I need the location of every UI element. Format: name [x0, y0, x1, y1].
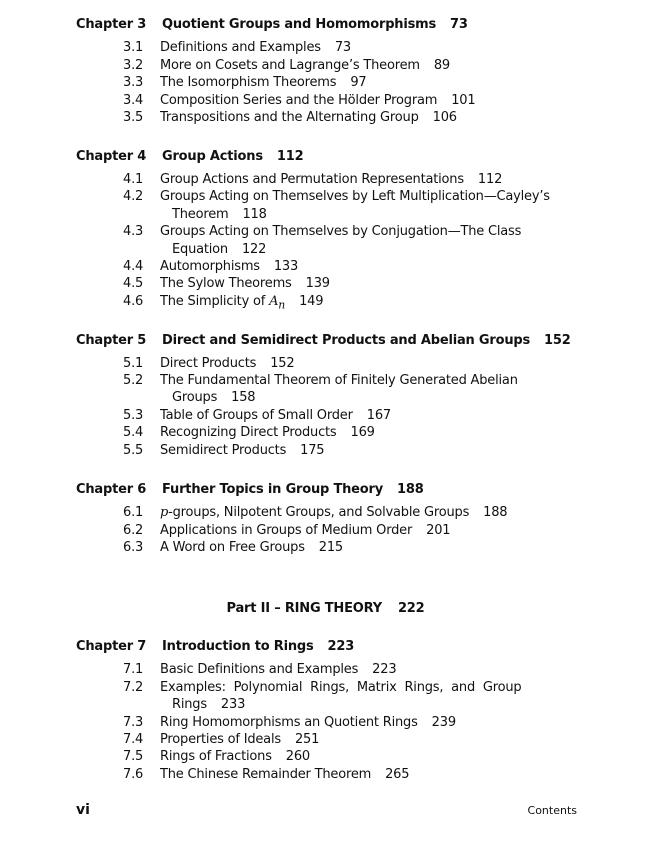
section-page: 175 — [300, 443, 325, 458]
toc-entry-continuation — [172, 206, 267, 224]
section-title: Automorphisms — [160, 259, 260, 274]
section-number: 3.5 — [123, 110, 144, 125]
toc-entry — [123, 407, 391, 425]
section-title: A Word on Free Groups — [160, 540, 305, 555]
running-head: Contents — [527, 804, 577, 817]
section-page: 223 — [372, 662, 397, 677]
toc-entry — [123, 275, 330, 293]
section-page: 251 — [294, 732, 320, 747]
toc-entry — [123, 92, 475, 110]
section-number: 4.5 — [123, 276, 144, 291]
section-title: The Sylow Theorems — [160, 276, 292, 291]
part-label: Part II – RING THEORY — [226, 601, 382, 616]
section-number: 6.1 — [123, 505, 144, 520]
toc-entry — [123, 679, 521, 697]
section-number: 5.4 — [123, 425, 144, 440]
toc-entry — [123, 731, 319, 749]
chapter-label: Chapter 7 — [76, 639, 147, 654]
toc-entry — [123, 442, 324, 460]
toc-entry — [123, 372, 518, 390]
chapter-label: Chapter 4 — [76, 149, 147, 164]
math-subscript: n — [278, 298, 286, 312]
section-number: 5.3 — [123, 408, 144, 423]
section-title: -groups, Nilpotent Groups, and Solvable Groups — [168, 505, 470, 520]
section-page: 139 — [305, 276, 330, 291]
section-page: 133 — [273, 259, 299, 274]
chapter-label: Chapter 3 — [76, 17, 147, 32]
section-page: 101 — [451, 93, 476, 108]
section-title: Rings of Fractions — [160, 749, 272, 764]
section-number: 3.2 — [123, 58, 144, 73]
toc-entry — [123, 188, 550, 206]
section-number: 7.5 — [123, 749, 144, 764]
section-title: Direct Products — [160, 356, 257, 371]
chapter-title: Quotient Groups and Homomorphisms — [162, 17, 437, 32]
chapter-title: Further Topics in Group Theory — [162, 482, 384, 497]
toc-entry — [123, 424, 375, 442]
section-title: Basic Definitions and Examples — [160, 662, 359, 677]
chapter-7-heading — [76, 638, 354, 656]
section-page: 73 — [334, 40, 351, 55]
chapter-page: 73 — [450, 17, 468, 32]
section-number: 3.3 — [123, 75, 144, 90]
section-title: Groups Acting on Themselves by Conjugation—The Class — [160, 224, 522, 239]
toc-entry — [123, 661, 396, 679]
section-title: Composition Series and the Hölder Program — [160, 93, 438, 108]
section-page: 233 — [220, 697, 246, 712]
section-page: 89 — [433, 58, 450, 73]
section-title-cont: Rings — [172, 697, 207, 712]
section-page: 118 — [242, 207, 267, 222]
chapter-5-heading — [76, 332, 571, 350]
section-title: Definitions and Examples — [160, 40, 321, 55]
section-page: 149 — [299, 294, 324, 309]
toc-entry — [123, 39, 351, 57]
toc-entry — [123, 748, 310, 766]
toc-entry — [123, 258, 298, 276]
section-title: Properties of Ideals — [160, 732, 281, 747]
section-title: Examples: Polynomial Rings, Matrix Rings, and Group — [160, 680, 522, 695]
toc-entry — [123, 57, 450, 75]
toc-entry — [123, 766, 409, 784]
section-number: 5.1 — [123, 356, 144, 371]
toc-entry — [123, 109, 457, 127]
section-page: 122 — [241, 242, 267, 257]
section-number: 5.5 — [123, 443, 144, 458]
toc-entry — [123, 293, 323, 315]
section-number: 4.6 — [123, 294, 144, 309]
toc-entry-continuation — [172, 241, 266, 259]
section-page: 97 — [350, 75, 367, 90]
math-symbol: p — [160, 505, 169, 520]
section-title-cont: Groups — [172, 390, 218, 405]
section-page: 260 — [285, 749, 310, 764]
section-title: More on Cosets and Lagrange’s Theorem — [160, 58, 420, 73]
section-page: 215 — [318, 540, 343, 555]
section-number: 6.2 — [123, 523, 144, 538]
part-page: 222 — [397, 601, 425, 616]
chapter-4-heading — [76, 148, 303, 166]
section-page: 106 — [432, 110, 457, 125]
section-number: 3.1 — [123, 40, 144, 55]
chapter-page: 152 — [544, 333, 571, 348]
chapter-page: 112 — [276, 149, 304, 164]
section-title: The Simplicity of — [160, 294, 266, 309]
chapter-title: Direct and Semidirect Products and Abelian Groups — [162, 333, 531, 348]
section-title: Semidirect Products — [160, 443, 287, 458]
section-title: Recognizing Direct Products — [160, 425, 337, 440]
section-title: Group Actions and Permutation Representations — [160, 172, 464, 187]
section-number: 5.2 — [123, 373, 144, 388]
section-page: 158 — [231, 390, 256, 405]
section-number: 4.4 — [123, 259, 144, 274]
toc-entry — [123, 74, 367, 92]
section-number: 7.4 — [123, 732, 144, 747]
section-number: 4.3 — [123, 224, 144, 239]
toc-entry — [123, 171, 502, 189]
section-page: 265 — [385, 767, 410, 782]
section-title: Applications in Groups of Medium Order — [160, 523, 413, 538]
chapter-page: 188 — [397, 482, 424, 497]
section-page: 201 — [426, 523, 451, 538]
part-heading — [0, 600, 651, 618]
chapter-6-heading — [76, 481, 424, 499]
toc-entry — [123, 504, 507, 522]
section-number: 6.3 — [123, 540, 144, 555]
section-number: 7.6 — [123, 767, 144, 782]
section-page: 167 — [366, 408, 391, 423]
chapter-title: Group Actions — [162, 149, 263, 164]
section-page: 188 — [483, 505, 508, 520]
section-page: 169 — [350, 425, 375, 440]
section-title: Ring Homomorphisms an Quotient Rings — [160, 715, 418, 730]
toc-entry-continuation — [172, 389, 255, 407]
chapter-title: Introduction to Rings — [162, 639, 314, 654]
section-title: The Chinese Remainder Theorem — [160, 767, 372, 782]
toc-entry — [123, 223, 521, 241]
toc-entry — [123, 714, 456, 732]
section-number: 7.1 — [123, 662, 144, 677]
chapter-3-heading — [76, 16, 468, 34]
page-folio: vi — [76, 802, 90, 818]
toc-entry — [123, 355, 294, 373]
section-number: 7.3 — [123, 715, 144, 730]
section-title-cont: Equation — [172, 242, 228, 257]
toc-entry — [123, 522, 450, 540]
toc-entry — [123, 539, 343, 557]
section-number: 4.1 — [123, 172, 144, 187]
math-symbol: A — [269, 294, 279, 309]
section-number: 7.2 — [123, 680, 144, 695]
section-number: 3.4 — [123, 93, 144, 108]
chapter-label: Chapter 6 — [76, 482, 147, 497]
section-title: The Isomorphism Theorems — [160, 75, 337, 90]
section-title: Table of Groups of Small Order — [160, 408, 353, 423]
section-title: The Fundamental Theorem of Finitely Generated Abelian — [160, 373, 518, 388]
section-title: Groups Acting on Themselves by Left Multiplication—Cayley’s — [160, 189, 550, 204]
section-page: 152 — [270, 356, 295, 371]
section-page: 112 — [477, 172, 503, 187]
chapter-page: 223 — [327, 639, 355, 654]
chapter-label: Chapter 5 — [76, 333, 147, 348]
section-number: 4.2 — [123, 189, 144, 204]
section-page: 239 — [431, 715, 456, 730]
section-title: Transpositions and the Alternating Group — [160, 110, 419, 125]
section-title-cont: Theorem — [172, 207, 229, 222]
toc-entry-continuation — [172, 696, 245, 714]
